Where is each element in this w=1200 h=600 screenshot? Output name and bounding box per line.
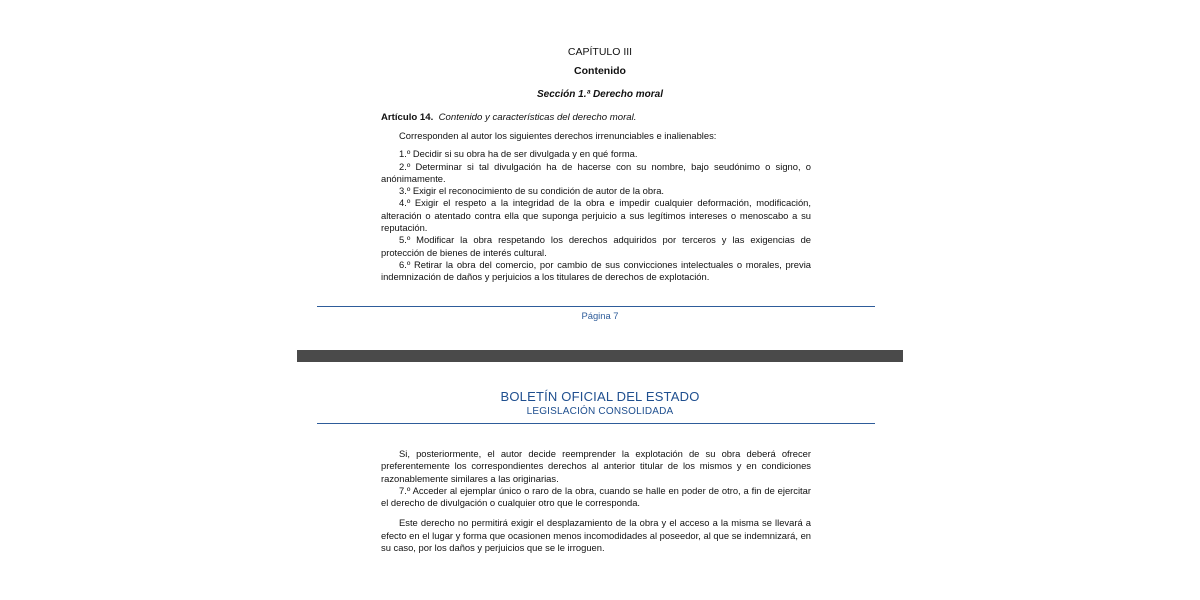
article-item: 3.º Exigir el reconocimiento de su condición de autor de la obra.	[399, 185, 665, 197]
article-intro: Corresponden al autor los siguientes derechos irrenunciables e inalienables:	[399, 130, 717, 141]
page-number: Página 7	[581, 310, 619, 321]
article-item: 1.º Decidir si su obra ha de ser divulgada y en qué forma.	[399, 148, 638, 160]
chapter-heading: CAPÍTULO III	[567, 46, 633, 58]
body-paragraph: 7.º Acceder al ejemplar único o raro de la obra, cuando se halle en poder de otro, a fin de ejercitar el derecho de divulgación o cualquier otro que le corresponda.	[381, 484, 811, 509]
article-body	[381, 130, 811, 284]
document-page-8	[297, 362, 903, 600]
chapter-title: Contenido	[574, 65, 626, 77]
section-heading: Sección 1.ª Derecho moral	[537, 89, 663, 100]
article-item: 5.º Modificar la obra respetando los derechos adquiridos por terceros y las exigencias de protección de bienes de interés cultural.	[381, 234, 811, 258]
body-paragraph: Si, posteriormente, el autor decide reemprender la explotación de su obra deberá ofrecer preferentemente los correspondientes derechos al anterior titular de los mismos y en condiciones razonablemente similares a las originarias.	[381, 448, 811, 484]
header-rule	[317, 423, 875, 424]
page-separator	[297, 350, 903, 362]
document-viewer[interactable]	[297, 0, 903, 600]
article-title: Contenido y características del derecho moral.	[438, 112, 637, 123]
boe-header-title: BOLETÍN OFICIAL DEL ESTADO	[500, 389, 700, 404]
footer-rule	[317, 306, 875, 307]
article-item: 4.º Exigir el respeto a la integridad de la obra e impedir cualquier deformación, modificación, alteración o atentado contra ella que suponga perjuicio a sus legítimos intereses o menoscabo a su reputación.	[381, 197, 811, 234]
article-heading	[381, 112, 821, 123]
article-item: 2.º Determinar si tal divulgación ha de hacerse con su nombre, bajo seudónimo o signo, o anónimamente.	[381, 160, 811, 184]
article-label: Artículo 14.	[381, 112, 434, 123]
article-item: 6.º Retirar la obra del comercio, por cambio de sus convicciones intelectuales o morales, previa indemnización de daños y perjuicios a los titulares de derechos de explotación.	[381, 258, 811, 283]
body-paragraph: Este derecho no permitirá exigir el desplazamiento de la obra y el acceso a la misma se llevará a efecto en el lugar y forma que ocasionen menos incomodidades al poseedor, al que se indemnizará, en su caso, por los daños y perjuicios que se le irroguen.	[381, 517, 811, 554]
page-body	[381, 448, 811, 554]
boe-header-subtitle: LEGISLACIÓN CONSOLIDADA	[526, 406, 674, 417]
document-page-7	[297, 0, 903, 350]
